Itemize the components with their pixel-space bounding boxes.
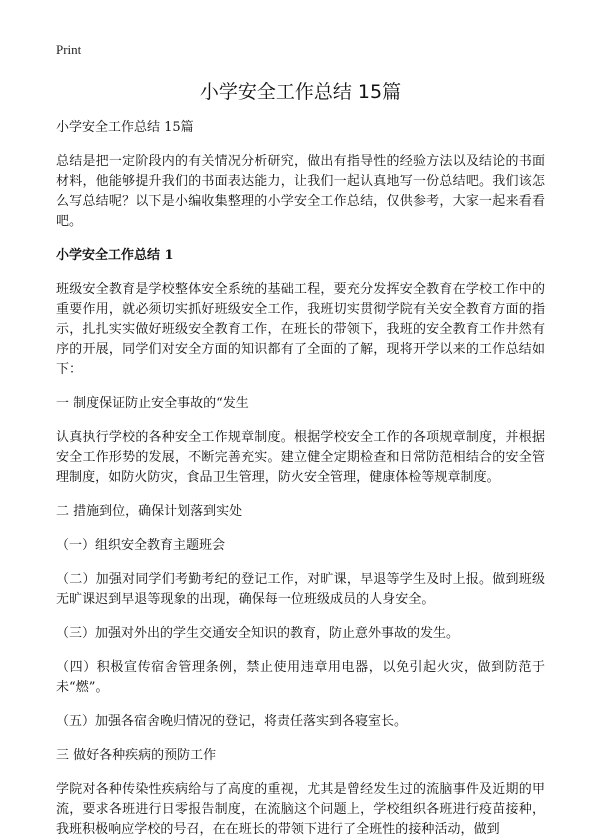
point3-paragraph: 学院对各种传染性疾病给与了高度的重视，尤其是曾经发生过的流脑事件及近期的甲流，要求各班进行日零报告制度，在流脑这个问题上，学校组织各班进行疫苗接种，我班积极响应学校的号召，在在班长的带领下进行了全班性的接种活动，做到 (56, 782, 545, 837)
list-item-5: （五）加强各宿舍晚归情况的登记，将责任落实到各寝室长。 (56, 714, 408, 729)
intro-paragraph: 总结是把一定阶段内的有关情况分析研究，做出有指导性的经验方法以及结论的书面材料，他能够提升我们的书面表达能力，让我们一起认真地写一份总结吧。我们该怎么写总结呢？以下是小编收集整理的小学安全工作总结，仅供参考，大家一起来看看吧。 (56, 154, 545, 229)
point-heading-3: 三 做好各种疾病的预防工作 (56, 748, 217, 763)
section1-paragraph: 班级安全教育是学校整体安全系统的基础工程，要充分发挥安全教育在学校工作中的重要作用，就必须切实抓好班级安全工作，我班切实贯彻学院有关安全教育方面的指示，扎扎实实做好班级安全教育工作，在班长的带领下，我班的安全教育工作井然有序的开展，同学们对安全方面的知识都有了全面的了解，现将开学以来的工作总结如下： (56, 282, 545, 377)
document-title: 小学安全工作总结 15篇 (199, 81, 402, 103)
list-item-2: （二）加强对同学们考勤考纪的登记工作，对旷课，早退等学生及时上报。做到班级无旷课迟到早退等现象的出现，确保每一位班级成员的人身安全。 (56, 572, 545, 607)
print-link[interactable]: Print (56, 42, 82, 57)
list-item-4: （四）积极宣传宿舍管理条例，禁止使用违章用电器，以免引起火灾，做到防范于未“燃”。 (56, 660, 545, 695)
point-heading-1: 一 制度保证防止安全事故的“发生 (56, 396, 249, 411)
section-heading-1: 小学安全工作总结 1 (56, 248, 174, 263)
point-heading-2: 二 措施到位，确保计划落到实处 (56, 504, 243, 519)
list-item-1: （一）组织安全教育主题班会 (56, 538, 226, 553)
document-subtitle: 小学安全工作总结 15篇 (56, 120, 194, 135)
point1-paragraph: 认真执行学校的各种安全工作规章制度。根据学校安全工作的各项规章制度，并根据安全工作形势的发展，不断完善充实。建立健全定期检查和日常防范相结合的安全管理制度，如防火防灾，食品卫生管理，防火安全管理，健康体检等规章制度。 (56, 430, 545, 485)
list-item-3: （三）加强对外出的学生交通安全知识的教育，防止意外事故的发生。 (56, 626, 460, 641)
